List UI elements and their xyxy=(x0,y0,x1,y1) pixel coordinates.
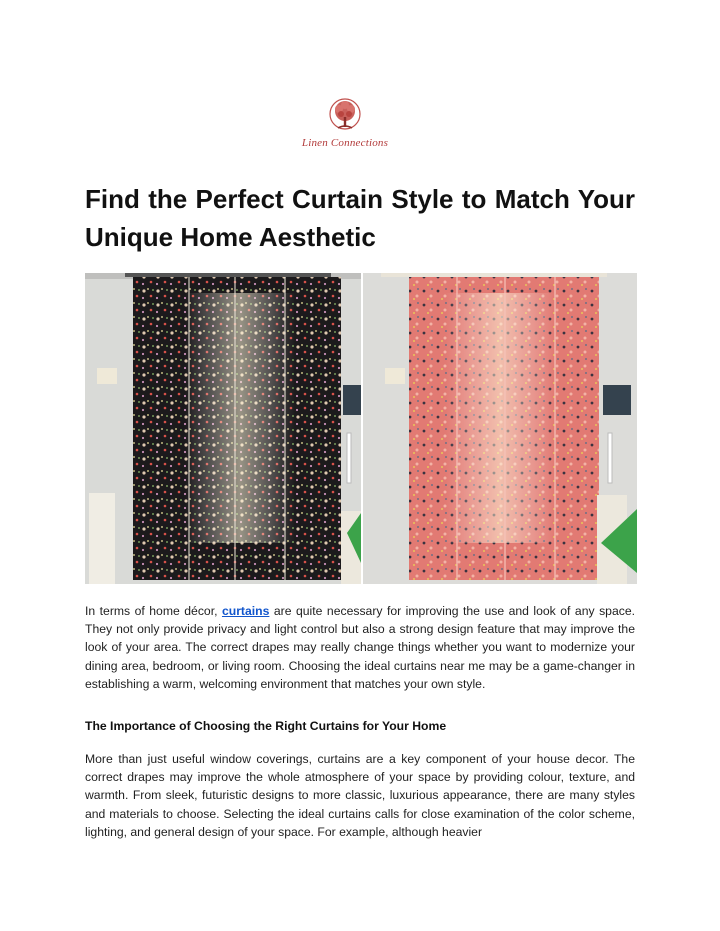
section-heading: The Importance of Choosing the Right Curtains for Your Home xyxy=(85,719,447,733)
curtains-photo xyxy=(85,273,637,584)
intro-text-end: are quite necessary for improving the use and look of any space. They not only provide privacy and light control but also a strong design feature that may improve the look of your area. The correct drapes may really change things whether you want to modernize your dining area, bedroom, or living room. Choosing the ideal curtains near me may be a game-changer in establishing a warm, welcoming environment that matches your own style. xyxy=(85,604,635,691)
brand-name: Linen Connections xyxy=(301,137,389,149)
tree-icon xyxy=(326,98,364,136)
curtains-link[interactable]: curtains xyxy=(221,604,270,618)
intro-text-start: In terms of home décor, xyxy=(85,604,222,618)
section-paragraph: More than just useful window coverings, curtains are a key component of your house decor. The correct drapes may improve the whole atmosphere of your space by providing colour, texture, and warmth. From sleek, futuristic designs to more classic, luxurious appearance, there are many styles and materials to choose. Selecting the ideal curtains calls for close examination of the color scheme, lighting, and general design of your space. For example, although heavier xyxy=(85,752,635,839)
brand-logo xyxy=(290,98,400,158)
page-title: Find the Perfect Curtain Style to Match Your Unique Home Aesthetic xyxy=(85,184,635,252)
intro-paragraph xyxy=(85,602,635,693)
